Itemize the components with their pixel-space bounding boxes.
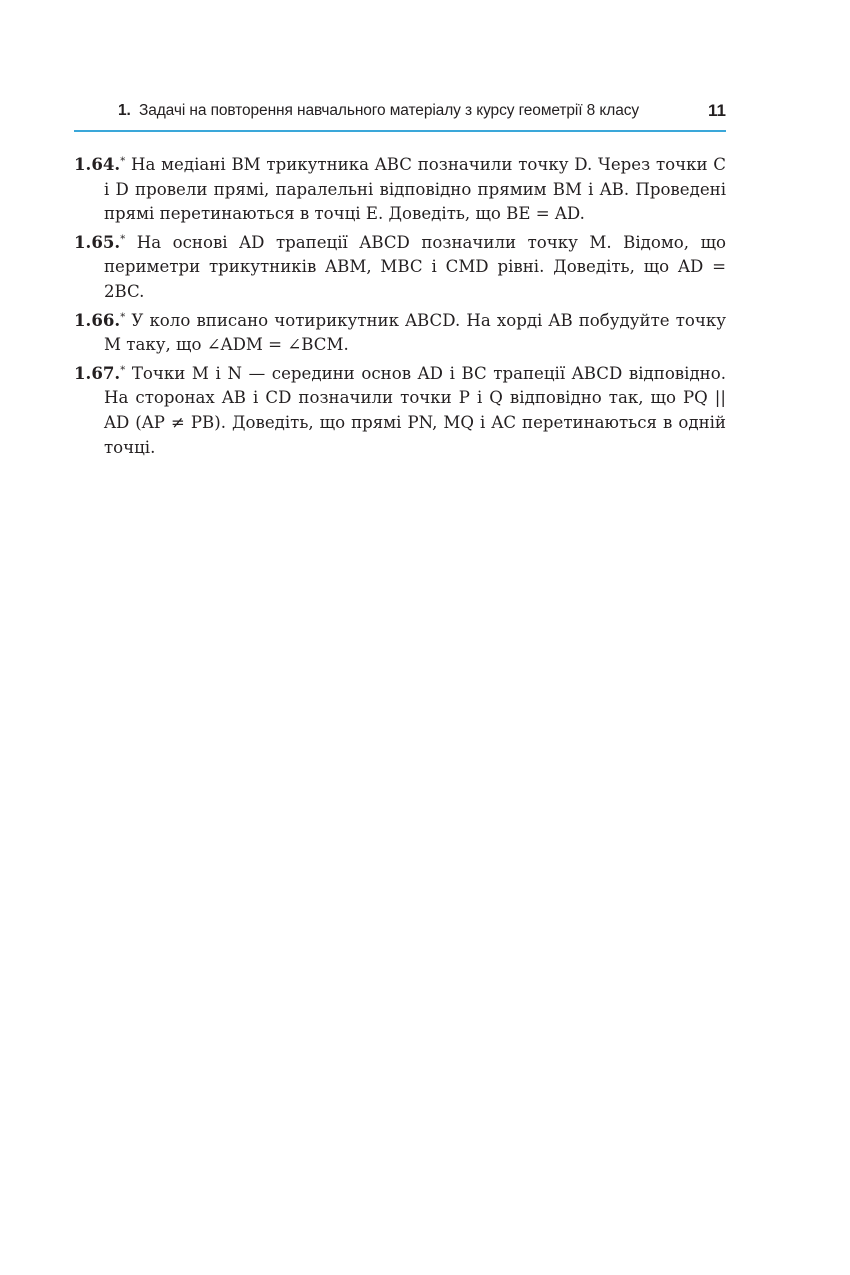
problem-number [74,363,125,383]
problem-1-64 [74,152,726,227]
problem-number-text: 1.67. [74,362,121,383]
difficulty-star: * [120,364,126,376]
difficulty-star: * [120,156,126,167]
problem-1-66 [74,308,726,358]
difficulty-star: * [120,233,126,245]
chapter-title [118,102,639,120]
chapter-title-text: Задачі на повторення навчального матеріалу з курсу геометрії 8 класу [138,102,640,119]
problem-text: На медіані BM трикутника ABC позначили точку D. Через точки C і D провели прямі, паралельні відповідно прямим BM і AB. Проведені прямі перетинаються в точці E. Доведіть, що BE = AD. [104,155,727,224]
problem-number [74,232,125,252]
difficulty-star: * [120,311,126,323]
problem-number [74,310,125,330]
problem-text: Точки M і N — середини основ AD і BC трапеції ABCD відповідно. На сторонах AB і CD позначили точки P і Q відповідно так, що PQ || AD (AP ≠ PB). Доведіть, що прямі PN, MQ і AC перетинаються в одній точці. [104,363,726,457]
problem-number-text: 1.64. [74,154,121,174]
problem-number-text: 1.66. [74,309,121,330]
running-header [74,98,726,132]
problem-number [74,154,125,174]
problem-1-67 [74,361,726,460]
problem-1-65 [74,230,726,305]
chapter-number: 1. [118,102,131,119]
problem-text: У коло вписано чотирикутник ABCD. На хорді AB побудуйте точку M таку, що ∠ADM = ∠BCM. [104,310,726,355]
problem-list [74,152,726,463]
page-number: 11 [708,101,726,120]
problem-number-text: 1.65. [74,231,121,252]
problem-text: На основі AD трапеції ABCD позначили точку M. Відомо, що периметри трикутників ABM, MBC і CMD рівні. Доведіть, що AD = 2BC. [104,232,726,301]
